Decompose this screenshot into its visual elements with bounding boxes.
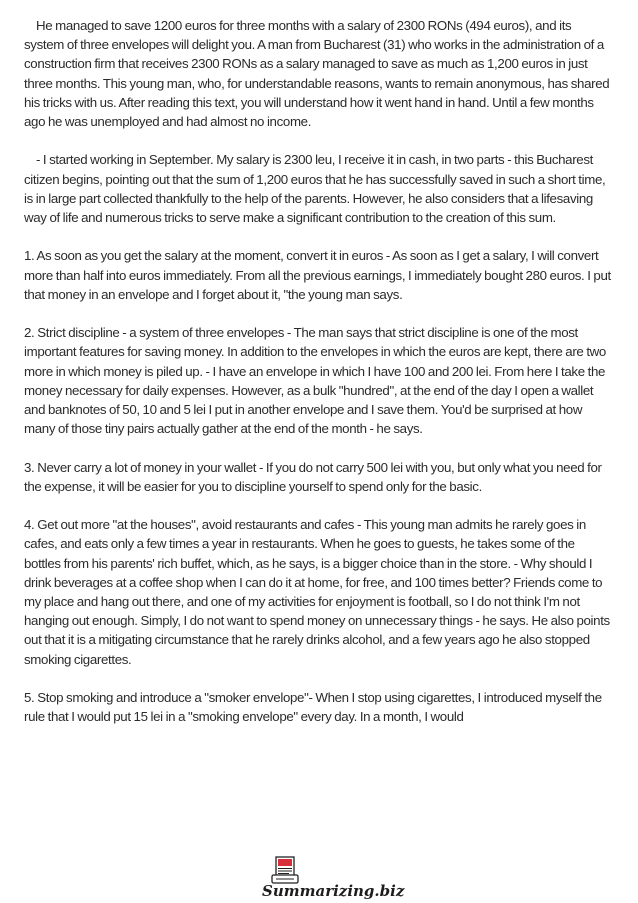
brand-name[interactable]: Summarizing.biz — [262, 882, 405, 900]
paragraph-tip-4: 4. Get out more "at the houses", avoid restaurants and cafes - This young man admits he rarely goes in cafes, and eats only a few times a year in restaurants. When he goes to guests, he takes some of the bottles from his parents' rich buffet, which, as he says, is a bigger choice than in the store. - Why should I drink beverages at a coffee shop when I can do it at home, for free, and 100 times better? Friends come to my place and hang out there, and one of my activities for enjoyment is football, so I do not think I'm not hanging out enough. Simply, I do not want to spend money on unnecessary things - he says. He also points out that it is a mitigating circumstance that he rarely drinks alcohol, and a few years ago he also stopped smoking cigarettes. — [24, 517, 610, 667]
paragraph-intro: He managed to save 1200 euros for three months with a salary of 2300 RONs (494 euros), and its system of three envelopes will delight you. A man from Bucharest (31) who works in the administration of a construction firm that receives 2300 RONs as a salary managed to save as much as 1,200 euros in just three months. This young man, who, for understandable reasons, wants to remain anonymous, has shared his tricks with us. After reading this text, you will understand how it went hand in hand. Until a few months ago he was unemployed and had almost no income. — [24, 18, 610, 130]
paragraph-quote: - I started working in September. My salary is 2300 leu, I receive it in cash, in two parts - this Bucharest citizen begins, pointing out that the sum of 1,200 euros that he has successfully saved in such a short time, is in large part collected thankfully to the help of the parents. However, he also considers that a lifesaving way of life and numerous tricks to serve make a significant contribution to the creation of this sum. — [24, 152, 606, 226]
footer — [0, 856, 638, 903]
article-body — [24, 16, 614, 746]
paragraph-tip-1: 1. As soon as you get the salary at the moment, convert it in euros - As soon as I get a salary, I will convert more than half into euros immediately. From all the previous earnings, I immediately bought 280 euros. I put that money in an envelope and I forget about it, "the young man says. — [24, 248, 611, 302]
paragraph-tip-2: 2. Strict discipline - a system of three envelopes - The man says that strict discipline is one of the most important features for saving money. In addition to the envelopes in which the euros are kept, there are two more in which money is piled up. - I have an envelope in which I have 100 and 200 lei. From here I take the money necessary for daily expenses. However, as a bulk "hundred", at the end of the day I open a wallet and banknotes of 50, 10 and 5 lei I put in another envelope and I save them. You'd be surprised at how many of those tiny pairs actually gather at the end of the month - he says. — [24, 325, 606, 437]
paragraph-tip-5: 5. Stop smoking and introduce a "smoker envelope"- When I stop using cigarettes, I introduced myself the rule that I would put 15 lei in a "smoking envelope" every day. In a month, I would — [24, 690, 602, 725]
paragraph-tip-3: 3. Never carry a lot of money in your wallet - If you do not carry 500 lei with you, but only what you need for the expense, it will be easier for you to discipline yourself to spend only for the basic. — [24, 459, 602, 494]
